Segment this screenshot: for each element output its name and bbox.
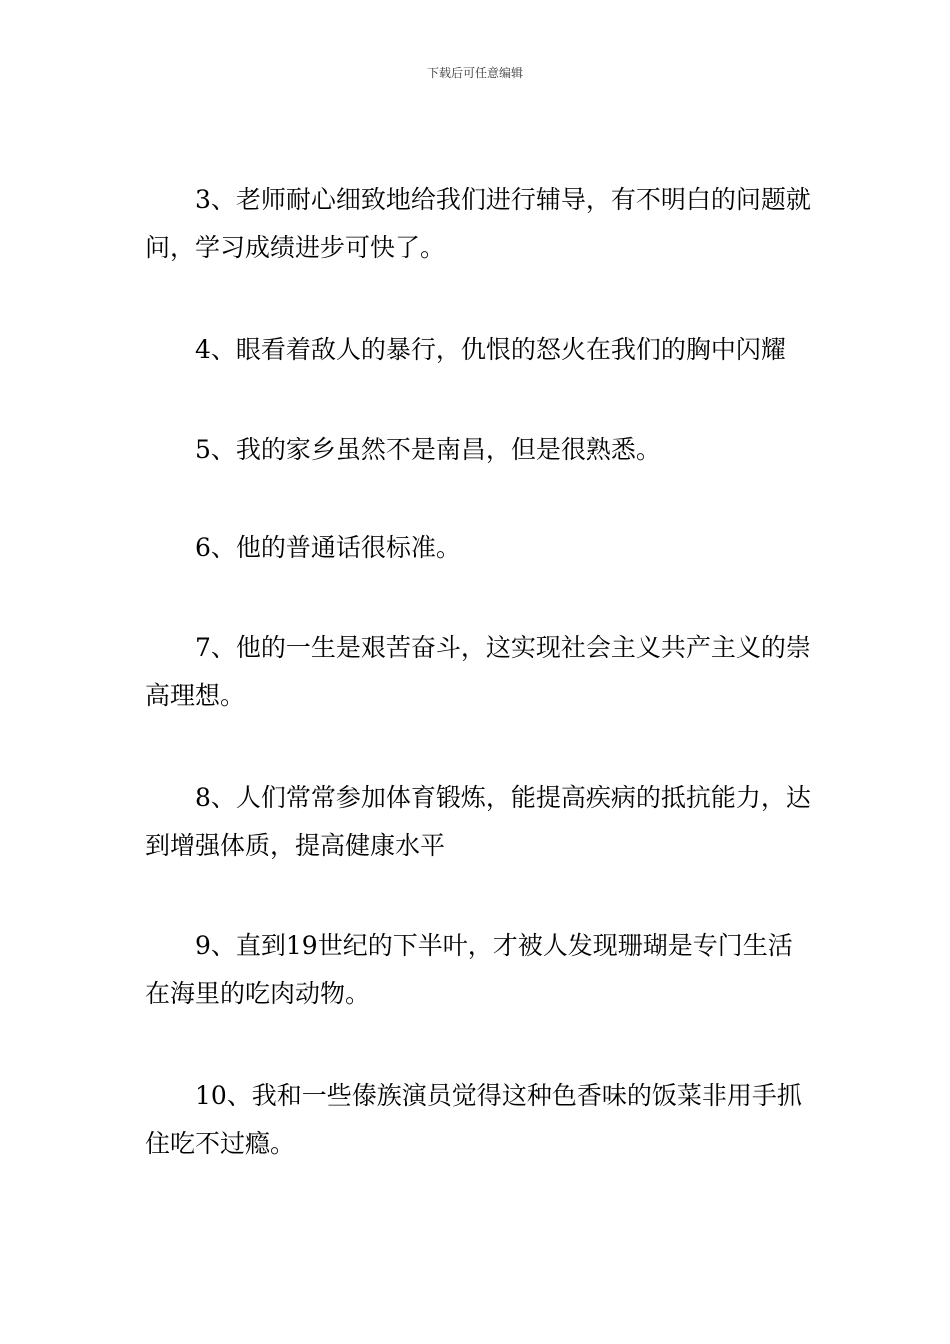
- sentence-7: 7、他的一生是艰苦奋斗，这实现社会主义共产主义的崇高理想。: [145, 633, 811, 710]
- sentence-10: 10、我和一些傣族演员觉得这种色香味的饭菜非用手抓住吃不过瘾。: [145, 1081, 802, 1158]
- sentence-8: 8、人们常常参加体育锻炼，能提高疾病的抵抗能力，达到增强体质，提高健康水平: [145, 783, 811, 860]
- sentence-3: 3、老师耐心细致地给我们进行辅导，有不明白的问题就问，学习成绩进步可快了。: [145, 185, 811, 262]
- sentence-5: 5、我的家乡虽然不是南昌，但是很熟悉。: [195, 435, 661, 464]
- sentence-4: 4、眼看着敌人的暴行，仇恨的怒火在我们的胸中闪耀: [195, 335, 786, 364]
- page-header: 下载后可任意编辑: [426, 66, 523, 80]
- sentence-9: 9、直到19世纪的下半叶，才被人发现珊瑚是专门生活在海里的吃肉动物。: [145, 931, 793, 1008]
- sentence-6: 6、他的普通话很标准。: [195, 533, 461, 562]
